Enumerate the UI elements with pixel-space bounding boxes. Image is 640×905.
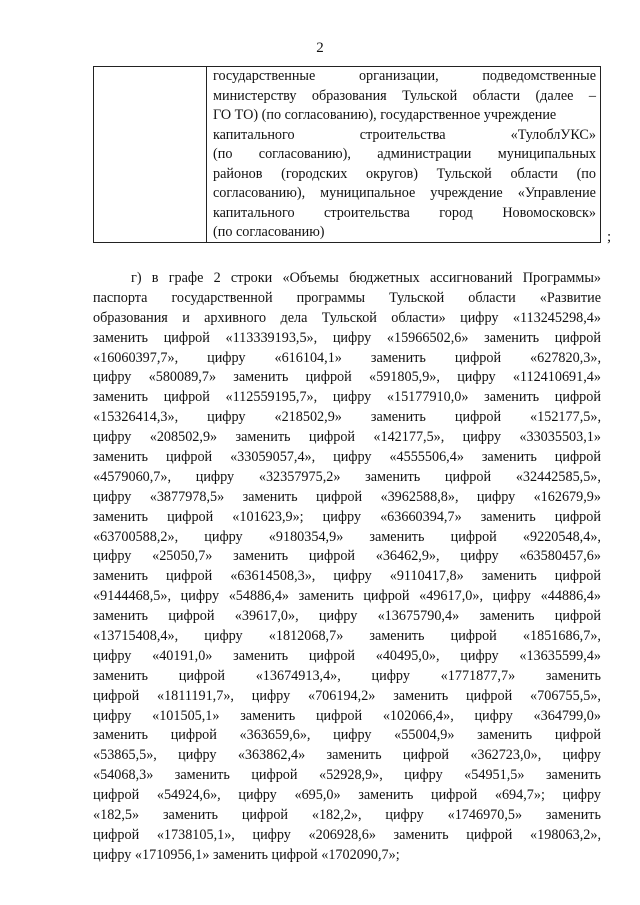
table-cell-line: [213, 184, 596, 204]
paragraph-word: «3962588,8»,: [380, 488, 459, 505]
paragraph-word: заменить: [93, 727, 149, 744]
paragraph-word: цифрой: [554, 329, 601, 346]
paragraph-word: «113245298,4»: [512, 309, 601, 326]
paragraph-word: цифрой: [305, 369, 352, 386]
paragraph-word: заменить: [370, 409, 426, 426]
paragraph-word: «32357975,2»: [258, 468, 341, 485]
paragraph-line: цифру «1710956,1» заменить цифрой «1702090,7»;: [93, 846, 400, 863]
paragraph-word: цифрой: [308, 548, 356, 565]
paragraph-word: «55004,9»: [394, 727, 455, 744]
paragraph-word: цифрой: [315, 707, 363, 724]
paragraph-line: [93, 488, 601, 508]
table-cell-word: администрации: [377, 146, 472, 162]
paragraph-word: «162679,9»: [533, 488, 601, 505]
paragraph-word: «580089,7»: [148, 369, 217, 386]
paragraph-word: цифру: [180, 588, 220, 605]
paragraph-word: цифрой: [554, 568, 601, 585]
paragraph-word: заменить: [240, 707, 296, 724]
paragraph-word: «4555506,4»: [389, 449, 464, 466]
paragraph-word: цифру: [476, 488, 516, 505]
paragraph-word: «1811191,7»,: [156, 687, 234, 704]
table-trailing-semicolon: ;: [607, 229, 612, 245]
paragraph-word: цифру: [371, 667, 410, 684]
table-cell-word: муниципальных: [497, 146, 596, 162]
paragraph-word: цифрой: [241, 807, 289, 824]
table-cell-word: (городских: [281, 165, 348, 182]
paragraph-word: «3877978,5»: [149, 488, 225, 505]
paragraph-word: «182,2»,: [311, 807, 362, 824]
paragraph-line: [93, 746, 601, 766]
paragraph-word: цифрой: [167, 508, 214, 525]
table-cell-word: районов: [213, 165, 263, 182]
paragraph-word: заменить: [365, 468, 421, 485]
paragraph-word: цифру: [207, 409, 246, 426]
paragraph-word: «706755,5»,: [530, 687, 601, 704]
paragraph-line: [93, 528, 601, 548]
paragraph-line: [93, 726, 601, 746]
paragraph-word: заменить: [358, 787, 414, 804]
paragraph-word: «63614508,3»,: [230, 568, 316, 585]
paragraph-word: г): [131, 270, 142, 286]
table-cell-line: [213, 126, 596, 146]
paragraph-word: Тульской: [321, 309, 377, 326]
paragraph-word: «15966502,6»: [386, 329, 469, 346]
paragraph-word: «40495,0»,: [375, 647, 440, 664]
table-cell-line: [213, 223, 596, 243]
paragraph-word: заменить: [93, 329, 149, 346]
paragraph-word: цифру: [460, 548, 499, 565]
paragraph-line: [93, 508, 601, 528]
table-cell-word: образования: [311, 87, 387, 104]
paragraph-word: цифрой: [168, 608, 215, 625]
paragraph-word: строки: [230, 270, 273, 286]
table-right-cell: [213, 67, 596, 243]
paragraph-line: [93, 388, 601, 408]
paragraph-word: цифру: [457, 369, 496, 386]
paragraph-word: цифрой: [466, 826, 513, 843]
paragraph-word: «113339193,5»,: [225, 329, 318, 346]
paragraph-word: заменить: [93, 667, 149, 684]
paragraph-word: образования: [93, 309, 168, 326]
paragraph-word: «54068,3»: [93, 767, 154, 784]
paragraph-word: ассигнований: [429, 270, 513, 286]
paragraph-line: [93, 607, 601, 627]
paragraph-line: [93, 766, 601, 786]
table-cell-word: Тульской: [402, 87, 458, 104]
paragraph-word: заменить: [233, 647, 289, 664]
paragraph-word: цифрой: [444, 468, 492, 485]
paragraph-word: цифру: [204, 528, 243, 545]
paragraph-word: паспорта: [93, 289, 148, 306]
paragraph-word: цифру: [562, 747, 601, 764]
paragraph-word: цифрой: [554, 508, 601, 525]
paragraph-line: [93, 408, 601, 428]
paragraph-word: цифрой: [402, 747, 450, 764]
paragraph-word: заменить: [93, 389, 149, 406]
paragraph-word: «706194,2»: [307, 687, 376, 704]
paragraph-word: заменить: [477, 727, 533, 744]
paragraph-word: «152177,5»,: [530, 409, 601, 426]
paragraph-word: заменить: [233, 548, 289, 565]
paragraph-word: в: [151, 270, 159, 286]
paragraph-word: заменить: [93, 568, 149, 585]
paragraph-word: «54951,5»: [464, 767, 525, 784]
paragraph-word: «9144468,5»,: [93, 588, 172, 605]
paragraph-line: [93, 786, 601, 806]
paragraph-word: «63660394,7»: [380, 508, 462, 525]
table-cell-word: ГО ТО) (по согласованию), государственное учреждение: [213, 107, 557, 123]
table-cell-word: Новомосковск»: [502, 204, 596, 221]
paragraph-word: цифру: [562, 787, 601, 804]
paragraph-word: «54924,6»,: [156, 787, 221, 804]
paragraph-word: «44886,4»: [540, 588, 601, 605]
paragraph-word: заменить: [484, 329, 540, 346]
paragraph-word: «694,7»;: [494, 787, 545, 804]
paragraph-word: «63700588,2»,: [93, 528, 179, 545]
paragraph-word: области»: [391, 309, 446, 326]
paragraph-word: цифру: [93, 488, 132, 505]
paragraph-word: «33059057,4»,: [230, 449, 316, 466]
paragraph-word: цифру: [404, 767, 443, 784]
table-cell-word: государственные: [213, 68, 316, 84]
paragraph-line: [93, 468, 601, 488]
table-cell-line: [213, 67, 596, 87]
paragraph-word: «13674913,4»,: [255, 667, 341, 684]
paragraph-word: цифрой: [165, 449, 213, 466]
paragraph-word: «4579060,7»,: [93, 468, 172, 485]
paragraph-line: [93, 428, 601, 448]
table-cell-word: (по согласованию): [213, 224, 325, 240]
table-cell-word: согласованию),: [258, 146, 351, 162]
paragraph-word: цифру: [238, 787, 277, 804]
table-cell-word: (по: [576, 165, 596, 182]
paragraph-word: 2: [213, 270, 221, 286]
paragraph-line: [93, 269, 601, 289]
table-cell-word: министерству: [213, 87, 297, 104]
paragraph-word: цифру: [385, 807, 424, 824]
paragraph-word: цифрой: [308, 429, 356, 446]
paragraph-word: «63580457,6»: [519, 548, 601, 565]
table-cell-word: –: [588, 87, 596, 104]
paragraph-word: и: [182, 309, 190, 326]
paragraph-word: «9110417,8»: [389, 568, 464, 585]
table-cell-word: «ТулоблУКС»: [510, 126, 596, 143]
paragraph-word: «616104,1»: [274, 349, 342, 366]
paragraph-line: [93, 547, 601, 567]
paragraph-line: [93, 368, 601, 388]
paragraph-word: «49617,0»,: [419, 588, 483, 605]
paragraph-word: «16060397,7»,: [93, 349, 179, 366]
table-cell-line: [213, 165, 596, 185]
paragraph-word: заменить: [393, 687, 449, 704]
paragraph-word: цифрой: [363, 588, 410, 605]
paragraph-word: цифру: [252, 826, 291, 843]
table-cell-word: подведомственные: [482, 68, 596, 84]
paragraph-line: [93, 289, 601, 309]
paragraph-word: «39617,0»,: [234, 608, 299, 625]
paragraph-line: [93, 826, 601, 846]
paragraph-word: «9220548,4»,: [522, 528, 601, 545]
paragraph-word: заменить: [545, 767, 601, 784]
paragraph-word: цифрой: [93, 787, 140, 804]
page-number: 2: [316, 40, 324, 56]
table-cell-word: области: [472, 87, 521, 104]
table-cell-word: город: [439, 204, 473, 221]
paragraph-word: «1746970,5»: [447, 807, 523, 824]
paragraph-word: «206928,6»: [308, 826, 376, 843]
paragraph-word: цифру: [93, 707, 132, 724]
paragraph-word: цифрой: [554, 727, 601, 744]
table-cell-word: (по: [213, 146, 233, 162]
table-cell-word: (далее: [535, 87, 574, 104]
paragraph-word: заменить: [162, 807, 218, 824]
paragraph-word: «1738105,1»,: [156, 826, 235, 843]
paragraph-word: «208502,9»: [149, 429, 218, 446]
paragraph-word: заменить: [233, 369, 289, 386]
table-cell-word: области: [510, 165, 558, 182]
paragraph-word: заменить: [479, 608, 535, 625]
paragraph-word: цифру: [333, 568, 372, 585]
paragraph-word: «363862,4»: [237, 747, 306, 764]
paragraph-word: «25050,7»: [152, 548, 213, 565]
table-cell-word: капитального: [213, 204, 295, 221]
paragraph-word: цифру: [460, 309, 499, 326]
paragraph-word: «33035503,1»: [519, 429, 601, 446]
paragraph-word: государственной: [171, 289, 273, 306]
paragraph-word: цифрой: [163, 389, 210, 406]
paragraph-word: дела: [280, 309, 308, 326]
paragraph-word: цифрой: [93, 826, 140, 843]
paragraph-word: заменить: [393, 826, 449, 843]
paragraph-word: цифрой: [251, 767, 298, 784]
table-cell-line: [213, 106, 596, 126]
paragraph-word: «364799,0»: [533, 707, 601, 724]
paragraph-word: заменить: [480, 508, 536, 525]
paragraph-word: заменить: [545, 667, 601, 684]
paragraph-word: «101623,9»;: [232, 508, 304, 525]
table-cell-word: муниципальное: [320, 185, 416, 201]
paragraph-word: цифрой: [554, 449, 601, 466]
paragraph-word: цифру: [462, 429, 502, 446]
table-cell-word: «Управление: [517, 185, 596, 201]
paragraph-word: «591805,9»,: [369, 369, 440, 386]
paragraph-word: цифру: [93, 429, 132, 446]
paragraph-word: цифрой: [454, 349, 502, 366]
paragraph-word: цифрой: [308, 647, 356, 664]
paragraph-word: «112559195,7»,: [225, 389, 318, 406]
paragraph-word: «102066,4»,: [382, 707, 454, 724]
paragraph-word: цифрой: [450, 528, 497, 545]
paragraph-word: программы: [296, 289, 366, 306]
paragraph-word: заменить: [242, 488, 298, 505]
paragraph-word: цифрой: [431, 787, 478, 804]
paragraph-word: Программы»: [522, 270, 601, 286]
paragraph-word: цифру: [93, 647, 132, 664]
paragraph-word: цифрой: [454, 409, 502, 426]
paragraph-word: цифру: [195, 468, 235, 485]
table-cell-word: Тульской: [436, 165, 492, 182]
paragraph-word: цифру: [492, 588, 532, 605]
paragraph-word: цифру: [322, 508, 362, 525]
paragraph-line: [93, 567, 601, 587]
paragraph-line: [93, 806, 601, 826]
paragraph-line: [93, 329, 601, 349]
paragraph-word: «52928,9»,: [318, 767, 383, 784]
paragraph-word: «198063,2»,: [530, 826, 601, 843]
paragraph-word: заменить: [481, 449, 537, 466]
paragraph-word: «40191,0»: [152, 647, 213, 664]
paragraph-word: «Объемы: [282, 270, 339, 286]
paragraph-word: «54886,4»: [228, 588, 289, 605]
paragraph-word: цифрой: [178, 667, 225, 684]
paragraph-word: «1771877,7»: [440, 667, 516, 684]
table-cell-line: [213, 87, 596, 107]
table-cell-word: округов): [365, 165, 418, 182]
body-paragraph: [93, 269, 601, 866]
paragraph-word: заменить: [93, 449, 149, 466]
paragraph-word: «13635599,4»: [519, 647, 601, 664]
paragraph-word: заменить: [298, 588, 354, 605]
paragraph-word: цифрой: [93, 687, 140, 704]
paragraph-word: «36462,9»,: [375, 548, 440, 565]
paragraph-line: [93, 448, 601, 468]
paragraph-word: цифру: [333, 727, 372, 744]
table-cell-word: учреждение: [430, 185, 503, 201]
paragraph-line: [93, 627, 601, 647]
paragraph-word: «627820,3»,: [530, 349, 601, 366]
paragraph-word: «13715408,4»,: [93, 628, 179, 645]
table-cell-word: строительства: [359, 126, 446, 143]
paragraph-word: цифру: [332, 389, 372, 406]
paragraph-word: архивного: [204, 309, 267, 326]
paragraph-line: [93, 707, 601, 727]
paragraph-word: цифрой: [163, 329, 210, 346]
paragraph-word: цифрой: [450, 628, 497, 645]
paragraph-word: области: [468, 289, 516, 306]
paragraph-word: «9180354,9»: [268, 528, 344, 545]
paragraph-word: цифру: [332, 329, 372, 346]
paragraph-word: графе: [168, 270, 204, 286]
paragraph-word: «112410691,4»: [512, 369, 601, 386]
paragraph-word: заменить: [93, 608, 149, 625]
table-cell-line: [213, 145, 596, 165]
table-cell-word: согласованию),: [213, 185, 306, 201]
paragraph-word: «1812068,7»: [268, 628, 344, 645]
paragraph-word: цифру: [207, 349, 246, 366]
paragraph-word: заменить: [370, 349, 426, 366]
paragraph-line: [93, 309, 601, 329]
paragraph-word: «101505,1»: [152, 707, 220, 724]
paragraph-word: цифру: [318, 608, 358, 625]
paragraph-word: цифрой: [166, 568, 213, 585]
paragraph-word: заменить: [235, 429, 291, 446]
paragraph-word: «362723,0»,: [470, 747, 542, 764]
paragraph-word: «53865,5»,: [93, 747, 157, 764]
paragraph-word: цифрой: [170, 727, 217, 744]
paragraph-line: [93, 687, 601, 707]
paragraph-word: заменить: [481, 568, 537, 585]
paragraph-word: цифрой: [315, 488, 363, 505]
paragraph-word: заменить: [484, 389, 540, 406]
paragraph-word: «363659,6»,: [239, 727, 311, 744]
paragraph-word: цифру: [93, 548, 132, 565]
paragraph-line: [93, 587, 601, 607]
paragraph-word: «142177,5»,: [373, 429, 445, 446]
paragraph-word: «695,0»: [294, 787, 341, 804]
table-cell-line: [213, 204, 596, 224]
paragraph-word: «182,5»: [93, 807, 140, 824]
paragraph-line: [93, 667, 601, 687]
paragraph-line: [93, 349, 601, 369]
paragraph-word: цифру: [474, 707, 513, 724]
paragraph-line: [93, 647, 601, 667]
paragraph-word: «15177910,0»: [386, 389, 469, 406]
paragraph-word: заменить: [545, 807, 601, 824]
paragraph-word: цифру: [178, 747, 217, 764]
paragraph-word: заменить: [369, 528, 425, 545]
paragraph-word: цифрой: [466, 687, 513, 704]
paragraph-word: заменить: [369, 628, 425, 645]
paragraph-word: цифру: [460, 647, 499, 664]
table-cell-word: капитального: [213, 126, 295, 143]
table-column-divider: [206, 67, 207, 242]
paragraph-word: заменить: [93, 508, 149, 525]
paragraph-word: цифру: [204, 628, 243, 645]
paragraph-word: «13675790,4»: [377, 608, 460, 625]
paragraph-word: «32442585,5»,: [515, 468, 601, 485]
table-cell-word: организации,: [358, 68, 439, 84]
paragraph-word: цифрой: [554, 608, 601, 625]
table-cell-word: строительства: [324, 204, 410, 221]
paragraph-word: Тульской: [389, 289, 445, 306]
paragraph-word: «218502,9»: [274, 409, 342, 426]
paragraph-word: «15326414,3»,: [93, 409, 179, 426]
paragraph-word: бюджетных: [349, 270, 420, 286]
paragraph-word: цифру: [93, 369, 132, 386]
paragraph-word: «1851686,7»,: [522, 628, 601, 645]
paragraph-word: заменить: [326, 747, 382, 764]
paragraph-word: цифрой: [554, 389, 601, 406]
paragraph-word: «Развитие: [539, 289, 601, 306]
paragraph-word: заменить: [174, 767, 230, 784]
paragraph-word: цифру: [333, 449, 372, 466]
paragraph-word: цифру: [251, 687, 291, 704]
